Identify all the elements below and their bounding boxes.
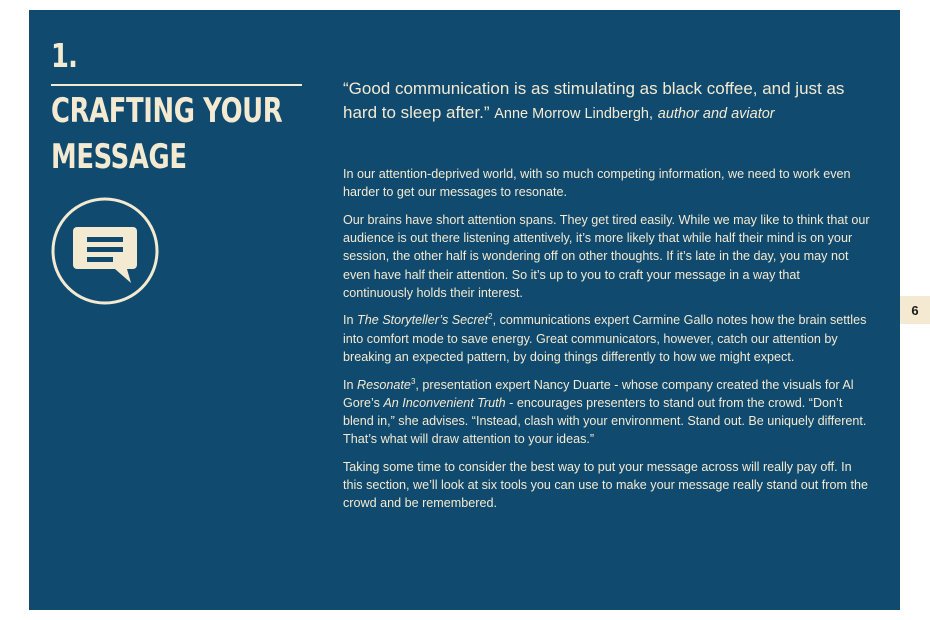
paragraph-2: Our brains have short attention spans. They get tired easily. While we may like to think that our audience is out there listening attentively, it’s more likely that while half their mind is on your session, the other half is wondering off on other thoughts. If it’s late in the day, you may not even have half their attention. So it’s up to you to craft your message in a way that continuously holds their interest. (343, 212, 870, 300)
quote-author: Anne Morrow Lindbergh, (494, 106, 654, 122)
paragraph-3: In The Storyteller’s Secret$^2$, communications expert Carmine Gallo notes how the brain settles into comfort mode to save energy. Great communicators, however, catch our attention by breaking an expected pattern, by doing things differently to how we might expect. (343, 312, 867, 364)
body-text (343, 165, 873, 522)
book-title-storytellers-secret: The Storyteller’s Secret (357, 313, 489, 328)
opening-quote (343, 77, 883, 126)
chapter-title-line2: MESSAGE (51, 137, 187, 177)
quote-text: “Good communication is as stimulating as black coffee, and just as hard to sleep after.” (343, 79, 845, 122)
quote-author-role: author and aviator (657, 106, 775, 122)
page-number-tab: 6 (900, 296, 930, 324)
footnote-ref-3[interactable]: 3 (410, 376, 416, 386)
paragraph-4: In Resonate$^3$, presentation expert Nancy Duarte - whose company created the visuals for Al Gore’s An Inconvenient Truth - encourages presenters to stand out from the crowd. “Don’t blend in,” she advises. “Instead, clash with your environment. Stand out. Be uniquely different. That’s what will draw attention to your ideas.” (343, 376, 867, 447)
footnote-ref-2[interactable]: 2 (488, 312, 493, 322)
paragraph-1: In our attention-deprived world, with so much competing information, we need to work even harder to get our messages to resonate. (343, 167, 851, 200)
speech-bubble-icon (51, 197, 159, 305)
chapter-title (51, 88, 302, 180)
film-title: An Inconvenient Truth (383, 395, 506, 410)
paragraph-5: Taking some time to consider the best way to put your message across will really pay off. In this section, we’ll look at six tools you can use to make your message really stand out from the crowd and be remembered. (343, 459, 868, 511)
book-title-resonate: Resonate (357, 377, 411, 392)
chapter-title-line1: CRAFTING YOUR (51, 91, 283, 131)
title-divider (51, 84, 302, 86)
chapter-number: 1. (51, 36, 78, 75)
